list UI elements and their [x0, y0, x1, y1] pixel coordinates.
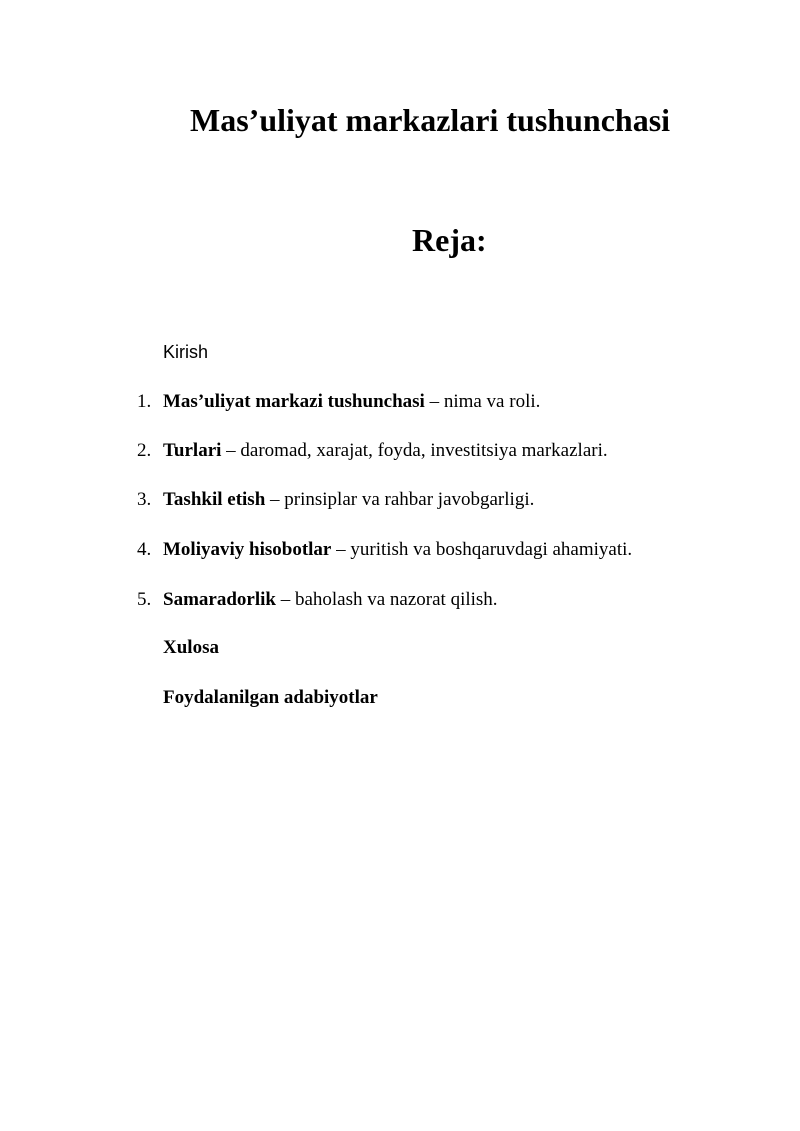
plan-item-term: Tashkil etish: [163, 489, 266, 510]
plan-item-term: Moliyaviy hisobotlar: [163, 539, 332, 560]
plan-item-2: [137, 438, 608, 464]
plan-conclusion: Xulosa: [163, 637, 219, 658]
plan-heading: Reja:: [412, 222, 487, 258]
plan-item-number: 2.: [137, 440, 152, 461]
plan-references: Foydalanilgan adabiyotlar: [163, 687, 378, 708]
plan-item-term: Samaradorlik: [163, 589, 276, 610]
plan-item-1: [137, 389, 540, 415]
plan-item-number: 1.: [137, 391, 152, 412]
plan-item-description: – yuritish va boshqaruvdagi ahamiyati.: [331, 539, 633, 560]
plan-item-term: Turlari: [163, 440, 222, 461]
document-title: Mas’uliyat markazlari tushunchasi: [190, 102, 671, 138]
plan-item-3: [137, 487, 534, 513]
plan-item-term: Mas’uliyat markazi tushunchasi: [163, 391, 425, 412]
plan-item-number: 4.: [137, 539, 152, 560]
plan-item-description: – baholash va nazorat qilish.: [275, 589, 498, 610]
plan-item-number: 3.: [137, 489, 152, 510]
plan-item-5: [137, 587, 498, 613]
plan-item-number: 5.: [137, 589, 152, 610]
plan-item-description: – nima va roli.: [424, 391, 541, 412]
plan-item-description: – daromad, xarajat, foyda, investitsiya markazlari.: [221, 440, 608, 461]
plan-item-description: – prinsiplar va rahbar javobgarligi.: [265, 489, 535, 510]
plan-intro: Kirish: [163, 342, 209, 362]
plan-item-4: [137, 537, 632, 563]
